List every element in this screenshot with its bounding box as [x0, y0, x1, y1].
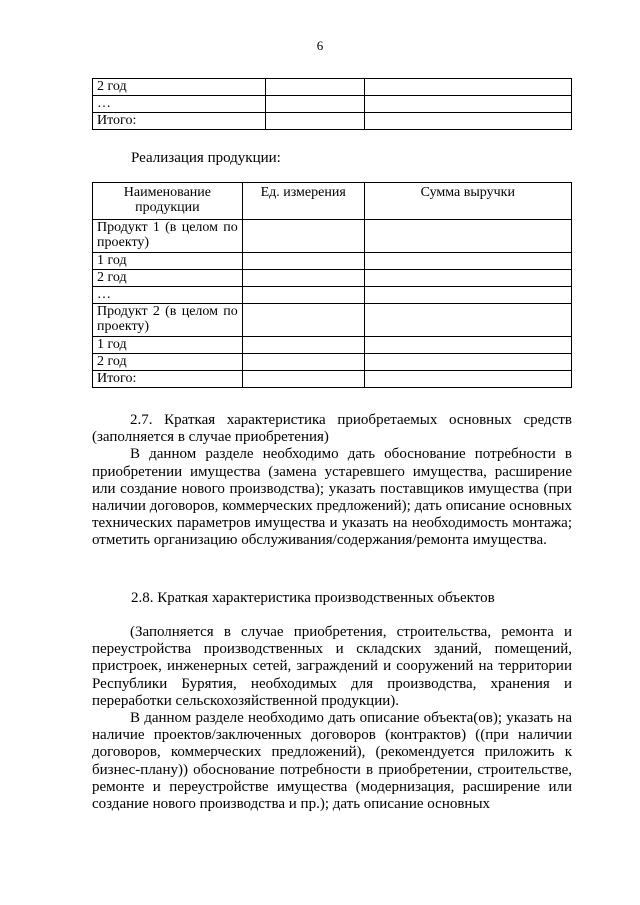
- section-heading: 2.8. Краткая характеристика производственных объектов: [131, 590, 495, 606]
- table-cell: [364, 220, 571, 253]
- table-cell: [242, 304, 364, 337]
- table-cell: [242, 270, 364, 287]
- table-cell: 2 год: [93, 270, 243, 287]
- table-cell: …: [93, 96, 266, 113]
- page-number: 6: [316, 38, 324, 53]
- table-header-row: [93, 183, 572, 220]
- table-row: [93, 96, 572, 113]
- table-cell: [365, 79, 572, 96]
- product-sales-table: [92, 182, 572, 388]
- table-row: [93, 287, 572, 304]
- table-row: [93, 220, 572, 253]
- investment-table-continued: [92, 78, 572, 130]
- table-cell: [242, 337, 364, 354]
- column-header-product: Наименование продукции: [93, 183, 243, 220]
- table-cell: [364, 287, 571, 304]
- column-header-unit: Ед. измерения: [242, 183, 364, 220]
- sales-caption: Реализация продукции:: [131, 150, 281, 166]
- section-heading: 2.7. Краткая характеристика приобретаемых основных средств (заполняется в случае приобретения): [92, 412, 572, 446]
- product-label: Продукт 1 (в целом по проекту): [97, 220, 238, 250]
- table-cell: [265, 113, 365, 130]
- section-2-8: [92, 624, 572, 813]
- table-cell: [364, 337, 571, 354]
- table-cell: [265, 79, 365, 96]
- table-cell: [93, 304, 243, 337]
- section-body: В данном разделе необходимо дать обоснование потребности в приобретении имущества (замена устаревшего имущества, расширение или создание нового производства); указать поставщиков имущества (при наличии договоров, коммерческих предложений); дать описание основных технических параметров имущества и указать на необходимость монтажа; отметить организацию обслуживания/содержания/ремонта имущества.: [92, 446, 572, 549]
- table-cell: Итого:: [93, 113, 266, 130]
- table-cell: Итого:: [93, 371, 243, 388]
- table-cell: [364, 253, 571, 270]
- table-cell: [265, 96, 365, 113]
- table-row: [93, 371, 572, 388]
- column-header-revenue: Сумма выручки: [364, 183, 571, 220]
- table-cell: [364, 354, 571, 371]
- section-2-7: [92, 412, 572, 550]
- table-cell: [364, 304, 571, 337]
- table-row: [93, 337, 572, 354]
- table-cell: [93, 220, 243, 253]
- section-paragraph: В данном разделе необходимо дать описание объекта(ов); указать на наличие проектов/заключенных договоров (контрактов) ((при наличии договоров, коммерческих предложений), (рекомендуется приложить к бизнес-плану)) обоснование потребности в приобретении, строительстве, ремонте и переустройстве имущества (модернизация, расширение или создание нового производства и пр.); дать описание основных: [92, 710, 572, 813]
- table-cell: [365, 96, 572, 113]
- table-row: [93, 253, 572, 270]
- table-cell: 2 год: [93, 354, 243, 371]
- table-row: [93, 304, 572, 337]
- table-cell: [242, 371, 364, 388]
- table-cell: …: [93, 287, 243, 304]
- table-cell: [364, 270, 571, 287]
- table-cell: 1 год: [93, 337, 243, 354]
- section-paragraph: (Заполняется в случае приобретения, строительства, ремонта и переустройства производственных и складских зданий, помещений, пристроек, инженерных сетей, заграждений и сооружений на территории Республики Бурятия, необходимых для производства, хранения и переработки сельскохозяйственной продукции).: [92, 624, 572, 709]
- table-cell: [364, 371, 571, 388]
- table-cell: 1 год: [93, 253, 243, 270]
- table-cell: [242, 354, 364, 371]
- product-label: Продукт 2 (в целом по проекту): [97, 304, 238, 334]
- table-row: [93, 354, 572, 371]
- table-cell: [242, 287, 364, 304]
- table-row: [93, 113, 572, 130]
- table-cell: 2 год: [93, 79, 266, 96]
- table-row: [93, 79, 572, 96]
- table-row: [93, 270, 572, 287]
- table-cell: [242, 220, 364, 253]
- table-cell: [365, 113, 572, 130]
- table-cell: [242, 253, 364, 270]
